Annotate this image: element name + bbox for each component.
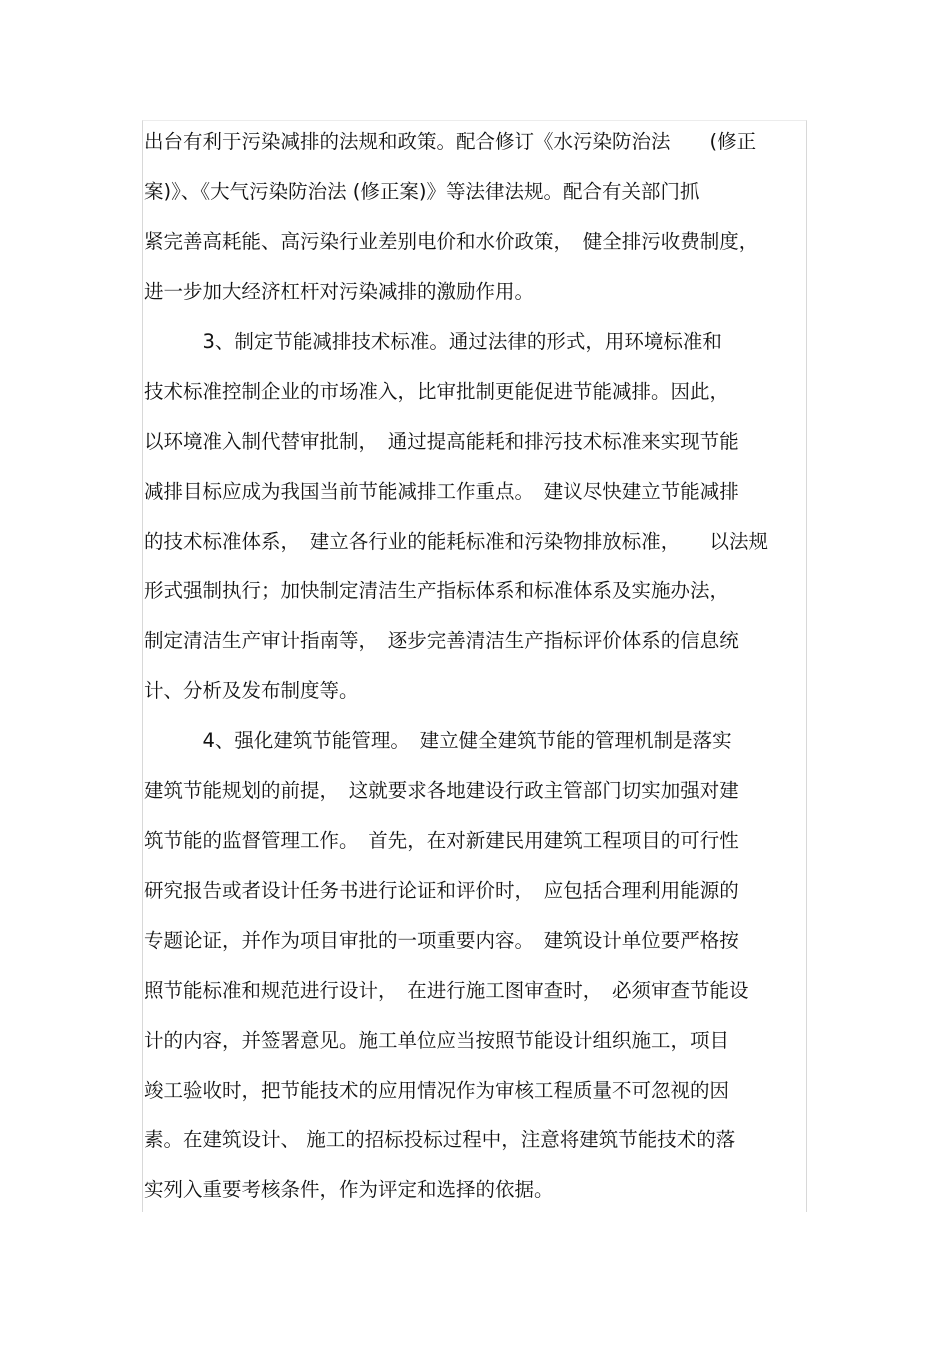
- text-line: 建筑节能规划的前提， 这就要求各地建设行政主管部门切实加强对建: [144, 779, 739, 802]
- text-line: 4、强化建筑节能管理。 建立健全建筑节能的管理机制是落实: [144, 729, 732, 752]
- text-line: 专题论证，并作为项目审批的一项重要内容。 建筑设计单位要严格按: [144, 929, 739, 952]
- text-line: 3、制定节能减排技术标准。通过法律的形式，用环境标准和: [144, 330, 722, 353]
- text-line: 竣工验收时，把节能技术的应用情况作为审核工程质量不可忽视的因: [144, 1079, 730, 1102]
- text-line: 案)》、《大气污染防治法 (修正案)》等法律法规。配合有关部门抓: [144, 180, 700, 203]
- text-line: 技术标准控制企业的市场准入，比审批制更能促进节能减排。因此，: [144, 380, 730, 403]
- text-line: 照节能标准和规范进行设计， 在进行施工图审查时， 必须审查节能设: [144, 979, 749, 1002]
- text-line: 的技术标准体系， 建立各行业的能耗标准和污染物排放标准， 以法规: [144, 530, 769, 553]
- text-line: 计的内容，并签署意见。施工单位应当按照节能设计组织施工，项目: [144, 1029, 730, 1052]
- text-line: 制定清洁生产审计指南等， 逐步完善清洁生产指标评价体系的信息统: [144, 629, 739, 652]
- text-line: 紧完善高耗能、高污染行业差别电价和水价政策， 健全排污收费制度，: [144, 230, 759, 253]
- text-line: 素。在建筑设计、 施工的招标投标过程中，注意将建筑节能技术的落: [144, 1128, 736, 1151]
- text-line: 实列入重要考核条件，作为评定和选择的依据。: [144, 1178, 554, 1201]
- text-line: 形式强制执行；加快制定清洁生产指标体系和标准体系及实施办法，: [144, 579, 730, 602]
- text-line: 出台有利于污染减排的法规和政策。配合修订《水污染防治法 (修正: [144, 130, 757, 153]
- text-line: 计、分析及发布制度等。: [144, 679, 359, 702]
- text-line: 筑节能的监督管理工作。 首先，在对新建民用建筑工程项目的可行性: [144, 829, 739, 852]
- text-line: 以环境准入制代替审批制， 通过提高能耗和排污技术标准来实现节能: [144, 430, 739, 453]
- text-line: 减排目标应成为我国当前节能减排工作重点。 建议尽快建立节能减排: [144, 480, 739, 503]
- text-line: 研究报告或者设计任务书进行论证和评价时， 应包括合理利用能源的: [144, 879, 739, 902]
- text-line: 进一步加大经济杠杆对污染减排的激励作用。: [144, 280, 535, 303]
